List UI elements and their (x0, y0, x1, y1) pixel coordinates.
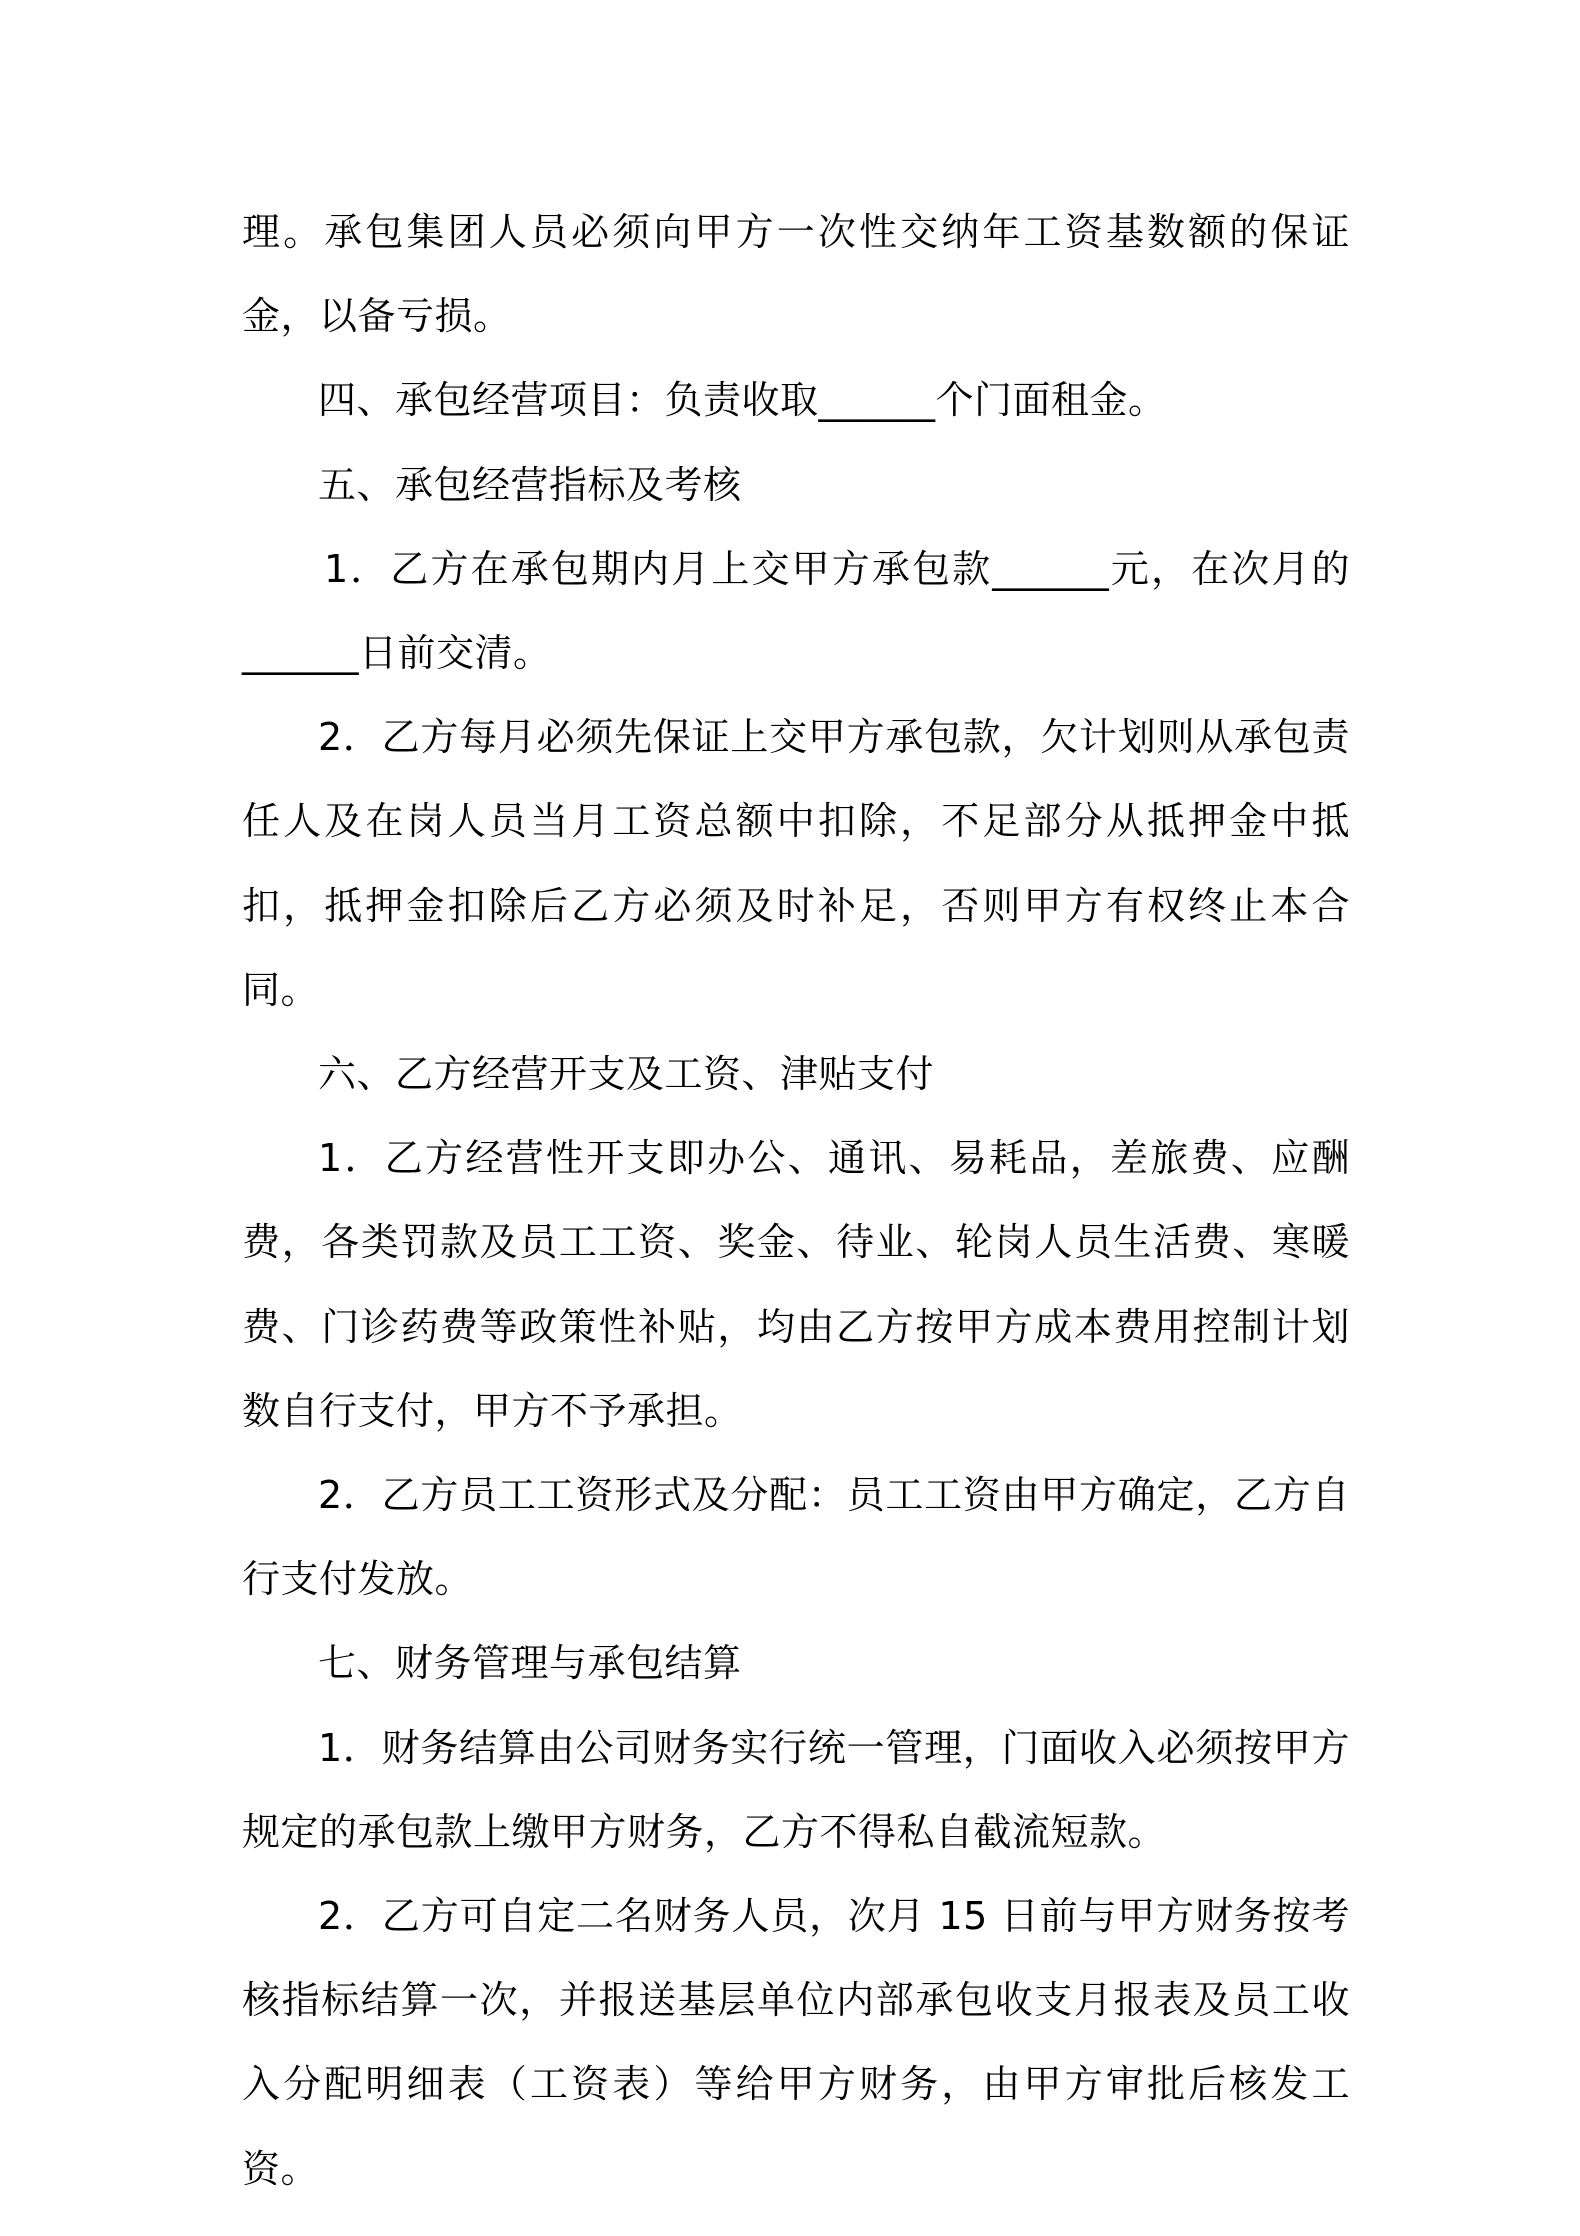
heading-business-item: 四、承包经营项目：负责收取______个门面租金。 (318, 378, 1167, 423)
clause-6-1: 1．乙方经营性开支即办公、通讯、易耗品，差旅费、应酬费，各类罚款及员工工资、奖金、待业、轮岗人员生活费、寒暖费、门诊药费等政策性补贴，均由乙方按甲方成本费用控制计划数自行支付，甲方不予承担。 (242, 1136, 1350, 1433)
heading-finance-settlement: 七、财务管理与承包结算 (318, 1641, 742, 1686)
clause-7-2: 2．乙方可自定二名财务人员，次月 15 日前与甲方财务按考核指标结算一次，并报送基层单位内部承包收支月报表及员工收入分配明细表（工资表）等给甲方财务，由甲方审批后核发工资。 (242, 1894, 1350, 2191)
heading-expenses-wages: 六、乙方经营开支及工资、津贴支付 (318, 1052, 935, 1097)
clause-5-2: 2．乙方每月必须先保证上交甲方承包款，欠计划则从承包责任人及在岗人员当月工资总额中扣除，不足部分从抵押金中抵扣，抵押金扣除后乙方必须及时补足，否则甲方有权终止本合同。 (242, 715, 1350, 1012)
paragraph-deposit-clause: 理。承包集团人员必须向甲方一次性交纳年工资基数额的保证金，以备亏损。 (242, 210, 1350, 339)
heading-indicators-assessment: 五、承包经营指标及考核 (318, 462, 742, 507)
contract-text (242, 190, 1350, 2211)
clause-5-1: 1．乙方在承包期内月上交甲方承包款______元，在次月的______日前交清。 (242, 546, 1350, 676)
clause-6-2: 2．乙方员工工资形式及分配：员工工资由甲方确定，乙方自行支付发放。 (242, 1473, 1350, 1602)
clause-7-1: 1．财务结算由公司财务实行统一管理，门面收入必须按甲方规定的承包款上缴甲方财务，乙方不得私自截流短款。 (242, 1725, 1350, 1854)
